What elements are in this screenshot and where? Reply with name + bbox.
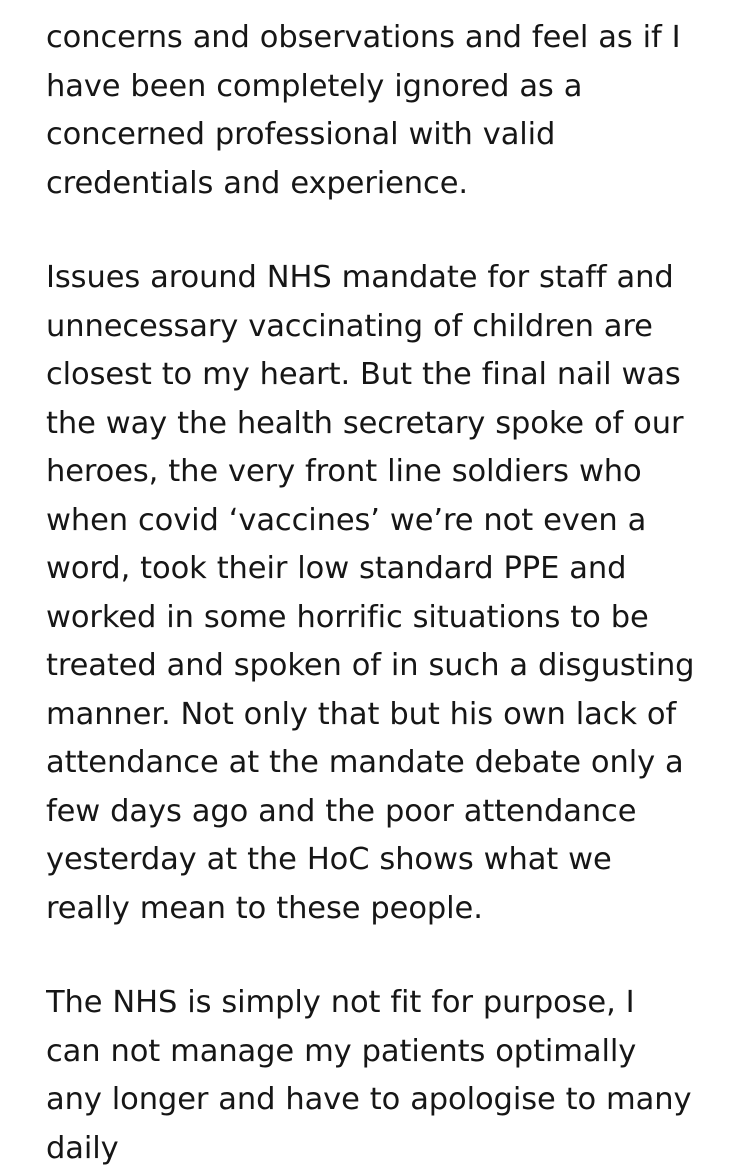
paragraph-1: concerns and observations and feel as if I have been completely ignored as a concerned professional with valid credentials and experience.	[46, 20, 681, 201]
paragraph-2: Issues around NHS mandate for staff and unnecessary vaccinating of children are closest to my heart. But the final nail was the way the health secretary spoke of our heroes, the very front line soldiers who when covid ‘vaccines’ we’re not even a word, took their low standard PPE and worked in some horrific situations to be treated and spoken of in such a disgusting manner. Not only that but his own lack of attendance at the mandate debate only a few days ago and the poor attendance yesterday at the HoC shows what we really mean to these people.	[46, 260, 695, 926]
paragraph-3: The NHS is simply not fit for purpose, I can not manage my patients optimally any longer and have to apologise to many daily	[46, 985, 692, 1166]
